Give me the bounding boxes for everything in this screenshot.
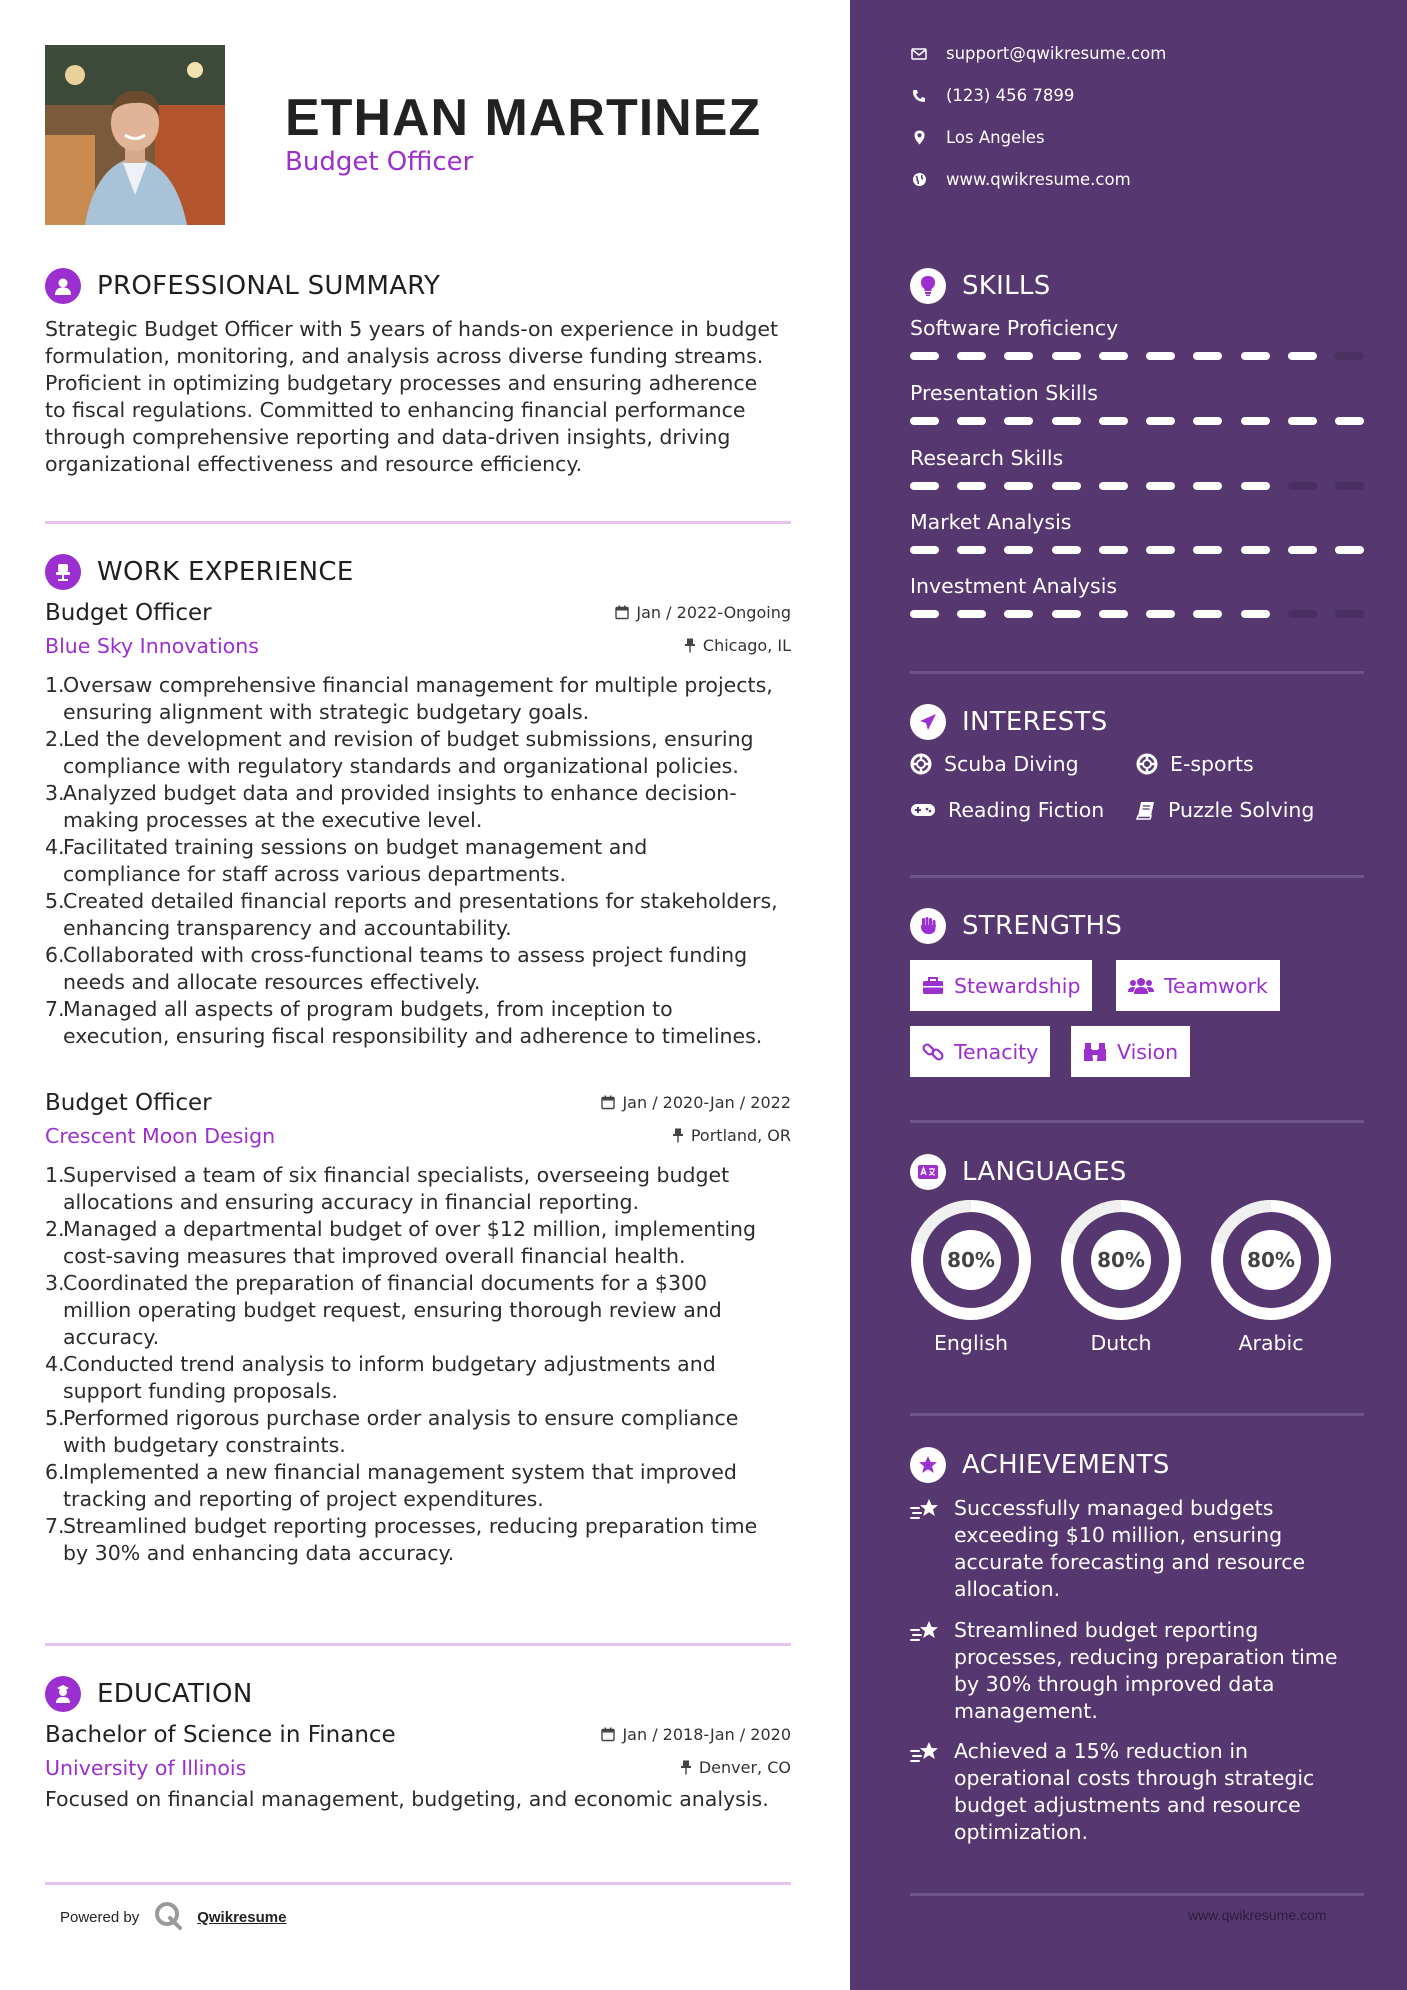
shooting-star-icon: [910, 1497, 942, 1523]
interests-title: INTERESTS: [962, 707, 1108, 737]
skill-rating: [910, 610, 1364, 618]
job-entry: [45, 1090, 791, 1567]
life-ring-icon: [910, 753, 932, 775]
skill-dot-filled: [1004, 610, 1033, 618]
book-icon: [1136, 800, 1156, 820]
contact-location-text: Los Angeles: [946, 128, 1045, 147]
skill-name: Software Proficiency: [910, 316, 1119, 340]
section-divider: [910, 875, 1364, 878]
summary-heading: [45, 268, 440, 304]
profile-photo: [45, 45, 225, 225]
list-item: 5. Created detailed financial reports and presentations for stakeholders, enhancing transparency and accountability.: [45, 889, 778, 940]
briefcase-icon: [922, 977, 944, 995]
experience-heading: [45, 554, 354, 590]
skill-dot-filled: [1052, 546, 1081, 554]
skill-dot-filled: [910, 352, 939, 360]
skill-dot-filled: [1241, 352, 1270, 360]
achievement-item: [910, 1738, 1370, 1846]
education-location-text: Denver, CO: [698, 1758, 791, 1777]
language-ring: [1210, 1199, 1332, 1321]
lightbulb-icon: [910, 268, 946, 304]
skill-dot-filled: [1004, 352, 1033, 360]
skill-dot-filled: [1241, 546, 1270, 554]
skill-dot-filled: [1288, 546, 1317, 554]
skill-dot-filled: [1241, 610, 1270, 618]
strength-label: Teamwork: [1164, 973, 1268, 998]
list-item: 2. Managed a departmental budget of over $12 million, implementing cost-saving measures that improved overall financial health.: [45, 1217, 757, 1268]
calendar-icon: [615, 605, 629, 620]
strength-badge: [910, 1026, 1050, 1077]
list-item: 2. Led the development and revision of budget submissions, ensuring compliance with regulatory standards and organizational policies.: [45, 727, 754, 778]
skill-dot-filled: [1288, 417, 1317, 425]
achievement-item: [910, 1617, 1370, 1725]
skill-dot-filled: [910, 482, 939, 490]
user-icon: [45, 268, 81, 304]
list-item: 3. Analyzed budget data and provided insights to enhance decision- making processes at the executive level.: [45, 781, 737, 832]
shooting-star-icon: [910, 1740, 942, 1766]
skill-dot-empty: [1335, 482, 1364, 490]
skill-item: [910, 316, 1364, 360]
summary-title: PROFESSIONAL SUMMARY: [97, 271, 441, 301]
skill-dot-filled: [1146, 546, 1175, 554]
skill-rating: [910, 417, 1364, 425]
pin-icon: [680, 1760, 692, 1775]
skill-dot-filled: [1241, 417, 1270, 425]
language-percent: 80%: [941, 1230, 1001, 1290]
language-item: [910, 1199, 1032, 1355]
job-bullets: [45, 1162, 791, 1567]
graduation-icon: [45, 1676, 81, 1712]
list-item: 5. Performed rigorous purchase order analysis to ensure compliance with budgetary constraints.: [45, 1406, 739, 1457]
skill-dot-filled: [1241, 482, 1270, 490]
skill-item: [910, 381, 1364, 425]
list-item: 1. Oversaw comprehensive financial management for multiple projects, ensuring alignment with strategic budgetary goals.: [45, 673, 773, 724]
summary-line: Strategic Budget Officer with 5 years of hands-on experience in budget: [45, 317, 779, 341]
job-bullets: [45, 672, 791, 1050]
skill-name: Research Skills: [910, 446, 1064, 470]
skill-dot-filled: [1052, 482, 1081, 490]
list-item: 4. Facilitated training sessions on budget management and compliance for staff across various departments.: [45, 835, 648, 886]
skill-dot-filled: [1146, 352, 1175, 360]
calendar-icon: [601, 1095, 615, 1110]
skill-dot-filled: [1099, 352, 1128, 360]
calendar-icon: [601, 1727, 615, 1742]
footer-site[interactable]: www.qwikresume.com: [1188, 1907, 1327, 1923]
skill-dot-filled: [1099, 417, 1128, 425]
job-company: Crescent Moon Design: [45, 1124, 276, 1148]
achievement-item: [910, 1495, 1370, 1603]
achievements-heading: [910, 1447, 1170, 1483]
strength-badge: [910, 960, 1092, 1011]
interest-label: E-sports: [1170, 752, 1254, 776]
list-item: 1. Supervised a team of six financial specialists, overseeing budget allocations and ensuring accuracy in financial reporting.: [45, 1163, 730, 1214]
pin-icon: [684, 638, 696, 653]
interest-item: [910, 798, 1104, 822]
job-location: [684, 636, 791, 655]
contact-phone: [910, 86, 1074, 105]
skill-rating: [910, 482, 1364, 490]
school-name: University of Illinois: [45, 1756, 247, 1780]
list-item: 4. Conducted trend analysis to inform budgetary adjustments and support funding proposals.: [45, 1352, 716, 1403]
strength-badge: [1071, 1026, 1190, 1077]
job-date-text: Jan / 2020-Jan / 2022: [622, 1093, 791, 1112]
education-location: [680, 1758, 791, 1777]
qwikresume-link[interactable]: Qwikresume: [197, 1908, 287, 1926]
skill-dot-filled: [1146, 482, 1175, 490]
skill-dot-filled: [1193, 610, 1222, 618]
section-divider: [45, 1882, 791, 1885]
skill-dot-filled: [957, 482, 986, 490]
summary-line: organizational effectiveness and resource efficiency.: [45, 452, 583, 476]
skill-dot-empty: [1288, 482, 1317, 490]
map-marker-icon: [910, 130, 928, 145]
summary-text: [45, 316, 805, 478]
skill-dot-filled: [1193, 352, 1222, 360]
section-divider: [45, 521, 791, 524]
interest-label: Reading Fiction: [948, 798, 1105, 822]
job-date-text: Jan / 2022-Ongoing: [636, 603, 791, 622]
achievement-text: Successfully managed budgets exceeding $10 million, ensuring accurate forecasting and resource allocation.: [954, 1496, 1306, 1601]
language-name: English: [933, 1331, 1009, 1355]
skill-name: Investment Analysis: [910, 574, 1118, 598]
job-location-text: Chicago, IL: [702, 636, 791, 655]
achievement-text: Streamlined budget reporting processes, reducing preparation time by 30% through improved data management.: [954, 1618, 1338, 1723]
qwikresume-logo-icon: [153, 1900, 183, 1934]
education-heading: [45, 1676, 253, 1712]
skill-dot-filled: [1146, 417, 1175, 425]
summary-line: formulation, monitoring, and analysis across diverse funding streams.: [45, 344, 764, 368]
binoculars-icon: [1083, 1042, 1107, 1062]
list-item: 7. Managed all aspects of program budgets, from inception to execution, ensuring fiscal responsibility and adherence to timelines.: [45, 997, 763, 1048]
skill-dot-filled: [1288, 352, 1317, 360]
experience-title: WORK EXPERIENCE: [97, 557, 354, 587]
contact-website: [910, 170, 1131, 189]
skill-name: Market Analysis: [910, 510, 1072, 534]
skill-dot-filled: [1004, 417, 1033, 425]
skill-dot-filled: [1099, 482, 1128, 490]
globe-icon: [910, 172, 928, 187]
language-percent: 80%: [1091, 1230, 1151, 1290]
degree-title: Bachelor of Science in Finance: [45, 1722, 396, 1748]
education-entry: [45, 1722, 791, 1813]
skill-name: Presentation Skills: [910, 381, 1098, 405]
language-item: [1060, 1199, 1182, 1355]
skill-dot-filled: [1004, 546, 1033, 554]
skill-item: [910, 574, 1364, 618]
shooting-star-icon: [910, 1619, 942, 1645]
skill-dot-filled: [1052, 417, 1081, 425]
skill-dot-filled: [910, 610, 939, 618]
skill-rating: [910, 546, 1364, 554]
contact-email-text[interactable]: support@qwikresume.com: [946, 44, 1167, 63]
contact-website-text[interactable]: www.qwikresume.com: [946, 170, 1131, 189]
education-title: EDUCATION: [97, 1679, 253, 1709]
job-company: Blue Sky Innovations: [45, 634, 259, 658]
section-divider: [45, 1643, 791, 1646]
skill-dot-filled: [910, 546, 939, 554]
interest-item: [910, 752, 1079, 776]
skill-dot-filled: [1099, 610, 1128, 618]
job-title: Budget Officer: [45, 600, 212, 626]
link-icon: [922, 1041, 944, 1063]
section-divider: [910, 1120, 1364, 1123]
gamepad-icon: [910, 802, 936, 818]
skill-dot-empty: [1335, 352, 1364, 360]
education-description: Focused on financial management, budgeting, and economic analysis.: [45, 1787, 769, 1811]
achievements-title: ACHIEVEMENTS: [962, 1450, 1170, 1480]
list-item: 6. Collaborated with cross-functional teams to assess project funding needs and allocate resources effectively.: [45, 943, 748, 994]
language-name: Dutch: [1090, 1331, 1152, 1355]
language-item: [1210, 1199, 1332, 1355]
skill-dot-filled: [910, 417, 939, 425]
skills-title: SKILLS: [962, 271, 1051, 301]
language-icon: [910, 1154, 946, 1190]
skill-dot-filled: [1052, 352, 1081, 360]
strength-label: Tenacity: [954, 1039, 1039, 1064]
contact-email: [910, 44, 1166, 63]
strengths-title: STRENGTHS: [962, 911, 1123, 941]
section-divider: [910, 671, 1364, 674]
section-divider: [910, 1413, 1364, 1416]
achievement-text: Achieved a 15% reduction in operational costs through strategic budget adjustments and resource optimization.: [954, 1739, 1315, 1844]
strength-label: Stewardship: [954, 973, 1081, 998]
skill-dot-filled: [1052, 610, 1081, 618]
summary-line: through comprehensive reporting and data-driven insights, driving: [45, 425, 731, 449]
interests-heading: [910, 704, 1108, 740]
skill-dot-filled: [1193, 482, 1222, 490]
paper-plane-icon: [910, 704, 946, 740]
life-ring-icon: [1136, 753, 1158, 775]
chair-icon: [45, 554, 81, 590]
job-date: [601, 1093, 791, 1112]
skill-dot-filled: [957, 417, 986, 425]
skill-dot-filled: [1146, 610, 1175, 618]
interest-item: [1136, 752, 1254, 776]
candidate-role: Budget Officer: [285, 147, 474, 177]
job-location: [672, 1126, 791, 1145]
job-location-text: Portland, OR: [690, 1126, 791, 1145]
section-divider: [910, 1893, 1364, 1896]
skill-dot-filled: [957, 546, 986, 554]
summary-line: Proficient in optimizing budgetary processes and ensuring adherence: [45, 371, 758, 395]
strength-label: Vision: [1117, 1039, 1179, 1064]
language-ring: [1060, 1199, 1182, 1321]
skill-item: [910, 510, 1364, 554]
candidate-name: ETHAN MARTINEZ: [285, 89, 762, 147]
skills-heading: [910, 268, 1051, 304]
interest-item: [1136, 798, 1314, 822]
fist-icon: [910, 908, 946, 944]
pin-icon: [672, 1128, 684, 1143]
skill-dot-filled: [1335, 417, 1364, 425]
contact-location: [910, 128, 1045, 147]
summary-line: to fiscal regulations. Committed to enhancing financial performance: [45, 398, 746, 422]
strengths-heading: [910, 908, 1122, 944]
languages-title: LANGUAGES: [962, 1157, 1127, 1187]
skill-dot-filled: [1193, 417, 1222, 425]
skill-dot-filled: [1193, 546, 1222, 554]
skill-rating: [910, 352, 1364, 360]
skill-dot-empty: [1335, 610, 1364, 618]
job-date: [615, 603, 791, 622]
skill-dot-filled: [1335, 546, 1364, 554]
skill-dot-filled: [1004, 482, 1033, 490]
education-date: [601, 1725, 791, 1744]
star-badge-icon: [910, 1447, 946, 1483]
languages-heading: [910, 1154, 1127, 1190]
job-title: Budget Officer: [45, 1090, 212, 1116]
skill-dot-empty: [1288, 610, 1317, 618]
strength-badge: [1116, 960, 1280, 1011]
language-ring: [910, 1199, 1032, 1321]
job-entry: [45, 600, 791, 1050]
language-percent: 80%: [1241, 1230, 1301, 1290]
education-date-text: Jan / 2018-Jan / 2020: [622, 1725, 791, 1744]
powered-by-label: Powered by: [60, 1908, 140, 1926]
list-item: 3. Coordinated the preparation of financial documents for a $300 million operating budget request, ensuring thorough review and accuracy.: [45, 1271, 722, 1349]
sidebar: [850, 0, 1407, 1990]
phone-icon: [910, 89, 928, 103]
interest-label: Puzzle Solving: [1168, 798, 1315, 822]
language-name: Arabic: [1238, 1331, 1304, 1355]
users-icon: [1128, 977, 1154, 995]
list-item: 6. Implemented a new financial management system that improved tracking and reporting of project expenditures.: [45, 1460, 737, 1511]
skill-dot-filled: [957, 352, 986, 360]
interest-label: Scuba Diving: [944, 752, 1079, 776]
contact-phone-text: (123) 456 7899: [946, 86, 1075, 105]
list-item: 7. Streamlined budget reporting processes, reducing preparation time by 30% and enhancing data accuracy.: [45, 1514, 758, 1565]
envelope-icon: [910, 48, 928, 60]
skill-item: [910, 446, 1364, 490]
skill-dot-filled: [1099, 546, 1128, 554]
skill-dot-filled: [957, 610, 986, 618]
powered-by: [60, 1900, 286, 1934]
